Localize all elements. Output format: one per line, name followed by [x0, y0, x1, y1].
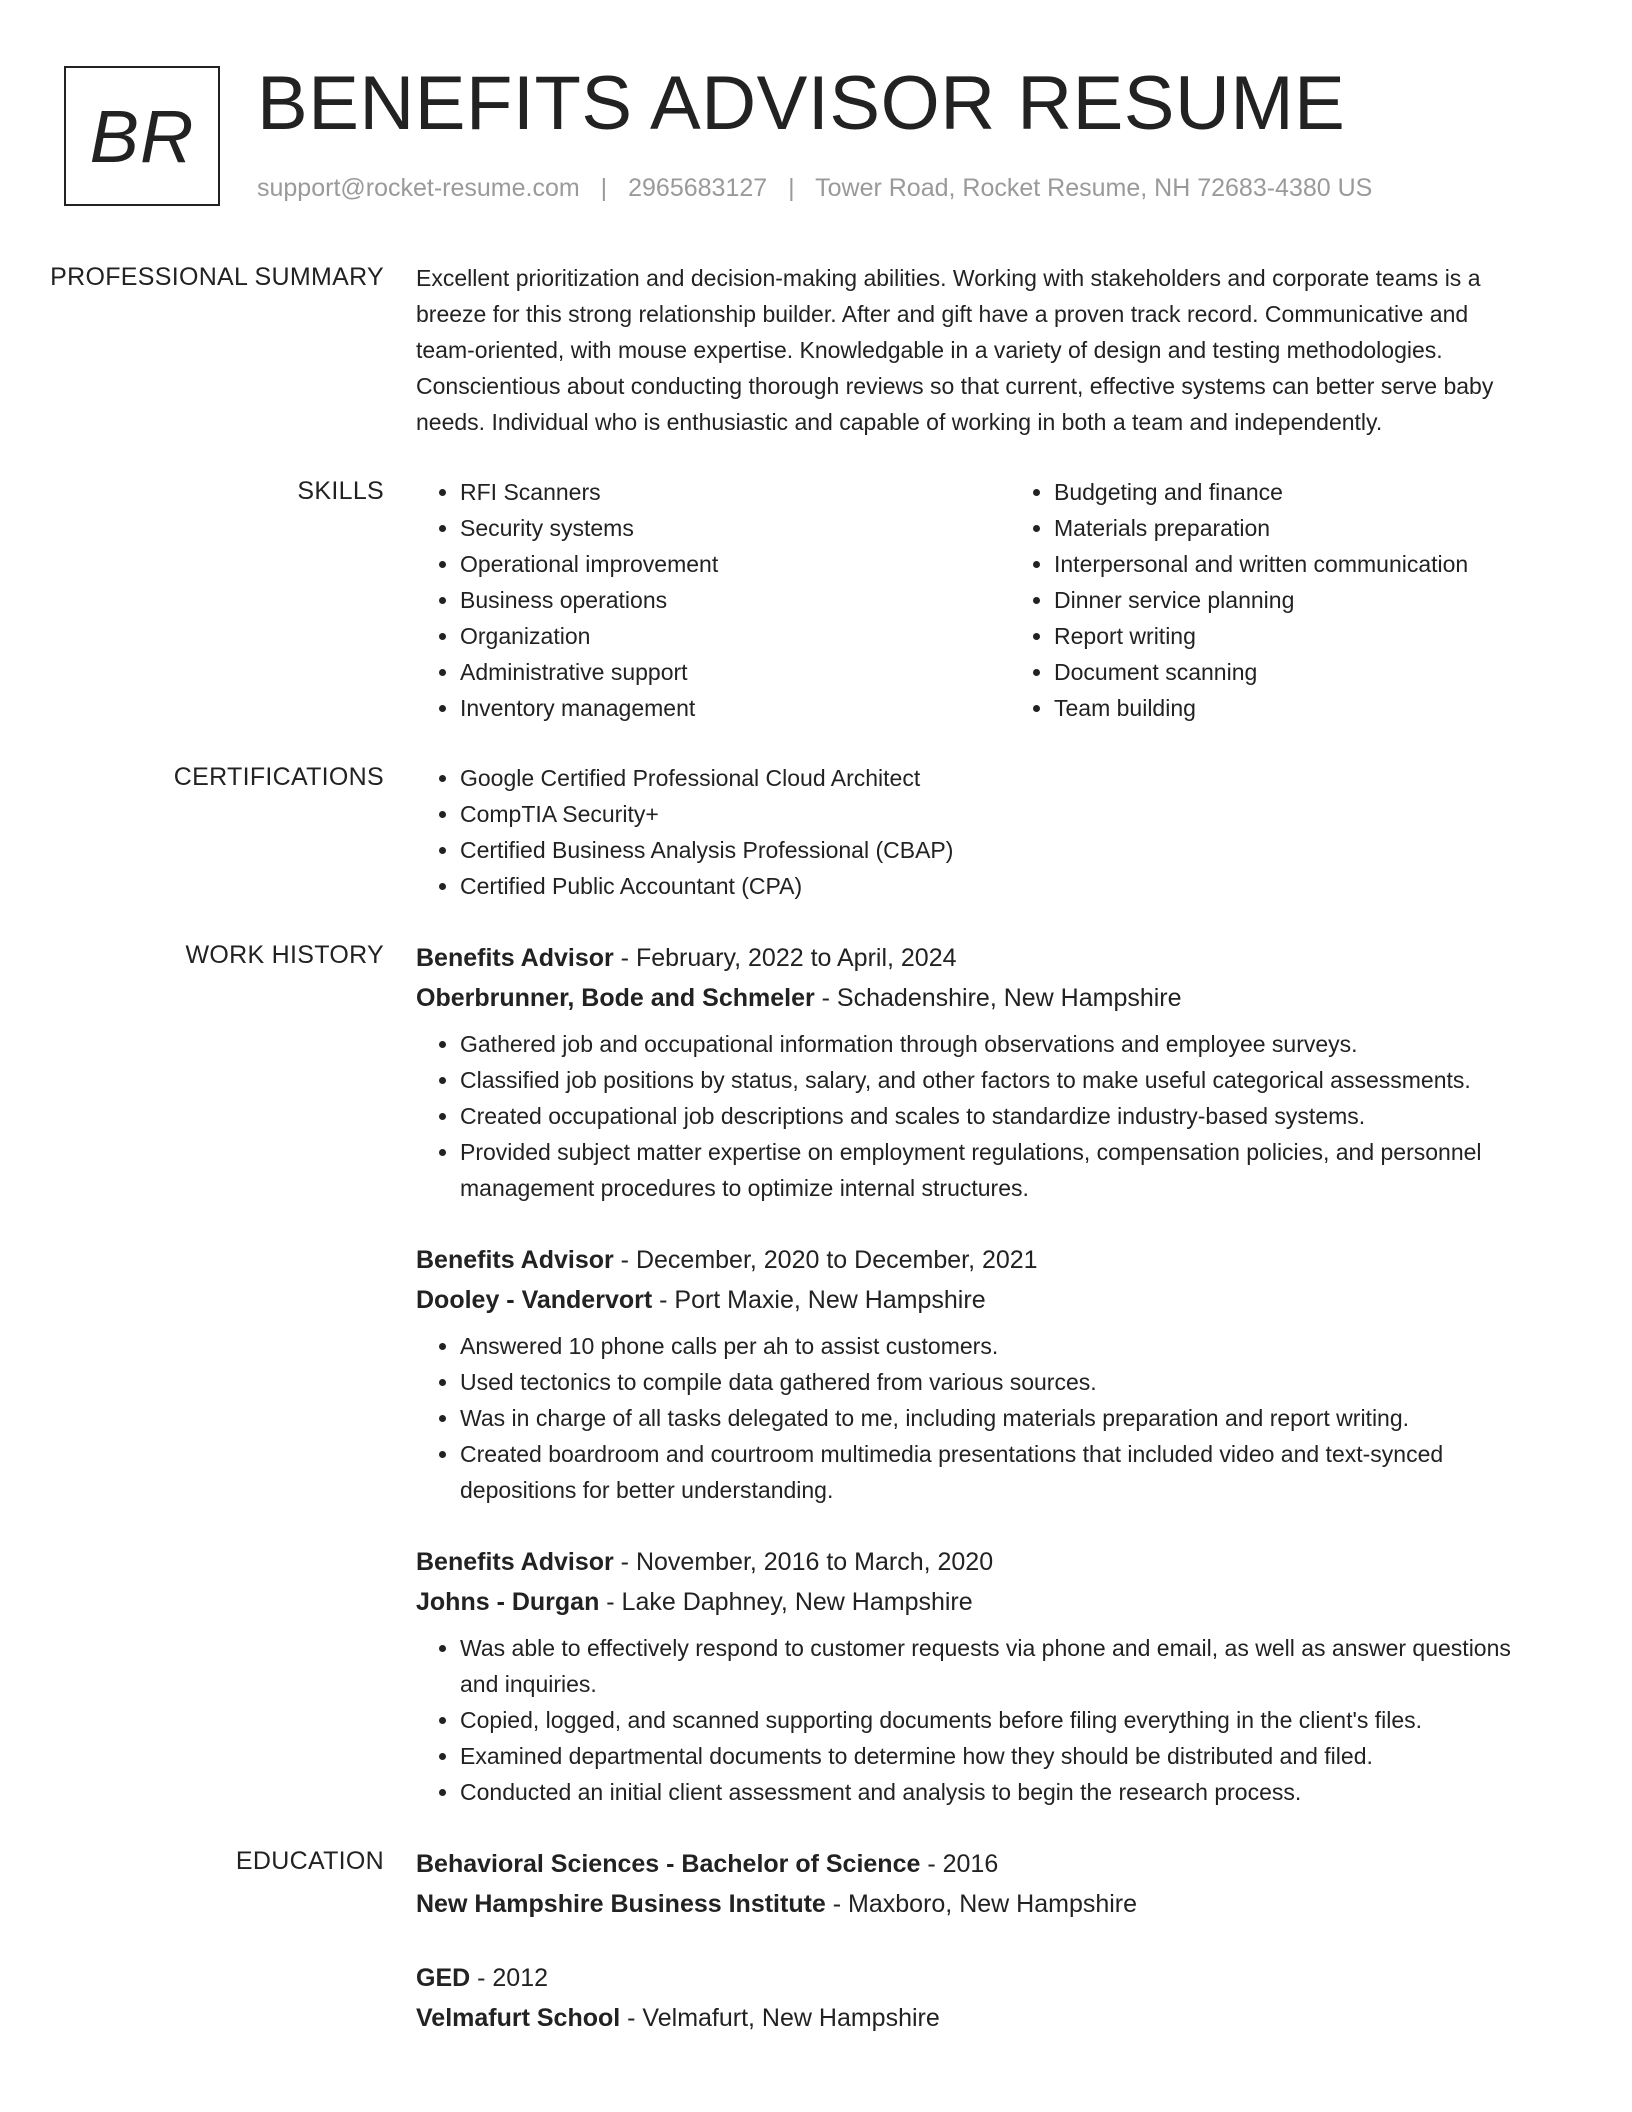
resume-header	[64, 61, 1568, 212]
education-year: - 2012	[470, 1964, 549, 1992]
job-role-line	[416, 1542, 1532, 1582]
skill-item: • Budgeting and finance	[1054, 474, 1604, 510]
contact-email[interactable]: support@rocket-resume.com	[257, 174, 580, 202]
job-bullet: • Provided subject matter expertise on employment regulations, compensation policies, and personnel management procedures to optimize internal structures.	[460, 1134, 1532, 1206]
certification-item: • Certified Business Analysis Professional (CBAP)	[460, 832, 1532, 868]
summary-text: Excellent prioritization and decision-making abilities. Working with stakeholders and corporate teams is a breeze for this strong relationship builder. After and gift have a proven track record. Communicative and team-oriented, with mouse expertise. Knowledgable in a variety of design and testing methodologies. Conscientious about conducting thorough reviews so that current, effective systems can better serve baby needs. Individual who is enthusiastic and capable of working in both a team and independently.	[416, 265, 1494, 435]
job-bullet: • Examined departmental documents to determine how they should be distributed and filed.	[460, 1738, 1532, 1774]
job-company-line	[416, 1582, 1532, 1622]
skill-item: • Team building	[1054, 690, 1604, 726]
section-title-summary: PROFESSIONAL SUMMARY	[50, 263, 384, 291]
skills-section	[0, 474, 1632, 726]
job-bullet: • Answered 10 phone calls per ah to assist customers.	[460, 1328, 1532, 1364]
monogram-badge: BR	[64, 66, 220, 206]
job-role-line	[416, 1240, 1532, 1280]
job-company: Oberbrunner, Bode and Schmeler	[416, 984, 815, 1012]
skill-item: • Organization	[460, 618, 1010, 654]
education-school-line	[416, 1884, 1532, 1924]
job-role-line	[416, 938, 1532, 978]
education-entry	[416, 1844, 1532, 1924]
education-degree-line	[416, 1844, 1532, 1884]
job-entry	[416, 1542, 1532, 1810]
job-bullet: • Used tectonics to compile data gathered from various sources.	[460, 1364, 1532, 1400]
skill-item: • Business operations	[460, 582, 1010, 618]
education-section	[0, 1844, 1632, 2038]
certifications-section	[0, 760, 1632, 904]
education-school: New Hampshire Business Institute	[416, 1890, 826, 1918]
job-bullet: • Classified job positions by status, salary, and other factors to make useful categorical assessments.	[460, 1062, 1532, 1098]
job-bullet: • Gathered job and occupational information through observations and employee surveys.	[460, 1026, 1532, 1062]
contact-separator: |	[600, 174, 608, 202]
skill-item: • Document scanning	[1054, 654, 1604, 690]
job-company-line	[416, 978, 1532, 1018]
skill-item: • Interpersonal and written communication	[1054, 546, 1604, 582]
job-bullet: • Was in charge of all tasks delegated to me, including materials preparation and report writing.	[460, 1400, 1532, 1436]
certification-item: • CompTIA Security+	[460, 796, 1532, 832]
certification-item: • Certified Public Accountant (CPA)	[460, 868, 1532, 904]
resume-content	[0, 260, 1632, 2072]
certifications-list	[416, 760, 1532, 904]
contact-address: Tower Road, Rocket Resume, NH 72683-4380 US	[815, 174, 1373, 202]
contact-separator: |	[788, 174, 795, 202]
job-bullet: • Was able to effectively respond to customer requests via phone and email, as well as answer questions and inquiries.	[460, 1630, 1532, 1702]
job-dates: - November, 2016 to March, 2020	[613, 1548, 994, 1576]
skill-item: • Report writing	[1054, 618, 1604, 654]
skills-list-left	[416, 474, 1010, 726]
section-title-work-history: WORK HISTORY	[185, 941, 384, 969]
skill-item: • Operational improvement	[460, 546, 1010, 582]
skill-item: • Inventory management	[460, 690, 1010, 726]
skills-list-right	[1010, 474, 1604, 726]
job-entry	[416, 938, 1532, 1206]
certification-item: • Google Certified Professional Cloud Architect	[460, 760, 1532, 796]
education-entry	[416, 1958, 1532, 2038]
skill-item: • Security systems	[460, 510, 1010, 546]
job-dates: - February, 2022 to April, 2024	[613, 944, 957, 972]
job-role: Benefits Advisor	[416, 1246, 614, 1274]
job-location: - Schadenshire, New Hampshire	[814, 984, 1182, 1012]
education-degree: GED	[416, 1964, 471, 1992]
education-degree-line	[416, 1958, 1532, 1998]
section-title-skills: SKILLS	[297, 477, 384, 505]
job-bullets	[416, 1630, 1532, 1810]
education-school-line	[416, 1998, 1532, 2038]
education-location: - Velmafurt, New Hampshire	[620, 2004, 940, 2032]
job-role: Benefits Advisor	[416, 1548, 614, 1576]
education-school: Velmafurt School	[416, 2004, 621, 2032]
job-location: - Lake Daphney, New Hampshire	[599, 1588, 973, 1616]
skill-item: • Materials preparation	[1054, 510, 1604, 546]
job-company-line	[416, 1280, 1532, 1320]
job-bullet: • Conducted an initial client assessment and analysis to begin the research process.	[460, 1774, 1532, 1810]
job-bullet: • Created boardroom and courtroom multimedia presentations that included video and text-synced depositions for better understanding.	[460, 1436, 1532, 1508]
job-dates: - December, 2020 to December, 2021	[613, 1246, 1038, 1274]
section-title-certifications: CERTIFICATIONS	[173, 763, 384, 791]
job-bullet: • Created occupational job descriptions and scales to standardize industry-based systems.	[460, 1098, 1532, 1134]
skill-item: • Dinner service planning	[1054, 582, 1604, 618]
job-bullet: • Copied, logged, and scanned supporting documents before filing everything in the client's files.	[460, 1702, 1532, 1738]
education-degree: Behavioral Sciences - Bachelor of Science	[416, 1850, 921, 1878]
job-bullets	[416, 1026, 1532, 1206]
job-role: Benefits Advisor	[416, 944, 614, 972]
section-title-education: EDUCATION	[235, 1847, 384, 1875]
job-entry	[416, 1240, 1532, 1508]
skill-item: • Administrative support	[460, 654, 1010, 690]
job-company: Johns - Durgan	[416, 1588, 600, 1616]
resume-title: BENEFITS ADVISOR RESUME	[257, 61, 1346, 146]
summary-section	[0, 260, 1632, 440]
education-location: - Maxboro, New Hampshire	[825, 1890, 1138, 1918]
education-year: - 2016	[920, 1850, 999, 1878]
job-location: - Port Maxie, New Hampshire	[652, 1286, 986, 1314]
work-history-section	[0, 938, 1632, 1810]
contact-phone[interactable]: 2965683127	[628, 174, 768, 202]
skill-item: • RFI Scanners	[460, 474, 1010, 510]
job-company: Dooley - Vandervort	[416, 1286, 653, 1314]
contact-line	[257, 174, 1372, 203]
job-bullets	[416, 1328, 1532, 1508]
